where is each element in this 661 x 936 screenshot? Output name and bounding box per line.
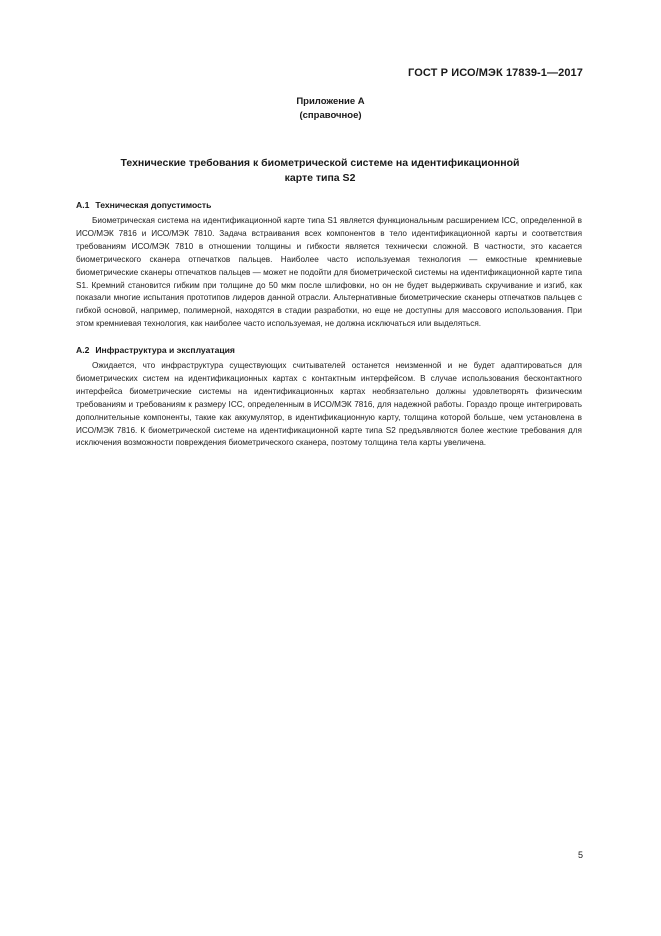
page-number: 5 [578, 850, 584, 860]
standard-code: ГОСТ Р ИСО/МЭК 17839-1—2017 [408, 67, 583, 79]
title-line-2: карте типа S2 [284, 172, 356, 184]
section-title: Техническая допустимость [95, 200, 212, 210]
section-number: A.1 [76, 200, 90, 210]
section-number: A.2 [76, 345, 90, 355]
document-title [90, 156, 550, 186]
section-heading-a1 [76, 200, 211, 210]
appendix-note: (справочное) [299, 110, 362, 121]
section-title: Инфраструктура и эксплуатация [95, 345, 235, 355]
title-line-1: Технические требования к биометрической системе на идентификационной [120, 157, 520, 169]
appendix-block [0, 95, 661, 123]
section-paragraph-a2: Ожидается, что инфраструктура существующих считывателей останется неизменной и не будет адаптироваться для биометрических систем на идентификационных картах с контактным интерфейсом. В случае использования бесконтактного интерфейса биометрические системы на идентификационных картах необязательно должны удовлетворять физическим требованиям и требованиям к размеру ICC, определенным в ИСО/МЭК 7816, для надежной работы. Гораздо проще интегрировать дополнительные компоненты, такие как аккумулятор, в идентификационную карту, толщина которой больше, чем установлена в ИСО/МЭК 7816. К биометрической системе на идентификационной карте типа S2 предъявляются более жесткие требования для исключения возможности повреждения биометрического сканера, поэтому толщина тела карты увеличена. [76, 361, 582, 448]
section-heading-a2 [76, 345, 235, 355]
section-paragraph-a1: Биометрическая система на идентификационной карте типа S1 является функциональным расширением ICC, определенной в ИСО/МЭК 7816 и ИСО/МЭК 7810. Задача встраивания всех компонентов в тело идентификационной карты и соответствия требованиям ИСО/МЭК 7810 в отношении толщины и гибкости является технически сложной. В частности, это касается биометрического сканера отпечатков пальцев. Наиболее часто используемая технология — емкостные кремниевые биометрические сканеры отпечатков пальцев — может не подойти для биометрической системы на идентификационной карте типа S1. Кремний становится гибким при толщине до 50 мкм после шлифовки, но он не будет выдерживать скручивание и изгиб, как показали многие испытания прототипов лидеров данной отрасли. Альтернативные биометрические сканеры отпечатков пальцев с гибкой основой, например, полимерной, находятся в стадии разработки, но еще не доступны для массового использования. При этом кремниевая технология, как наиболее часто используемая, не должна исключаться или выделяться. [76, 216, 582, 329]
appendix-label: Приложение А [296, 96, 365, 107]
